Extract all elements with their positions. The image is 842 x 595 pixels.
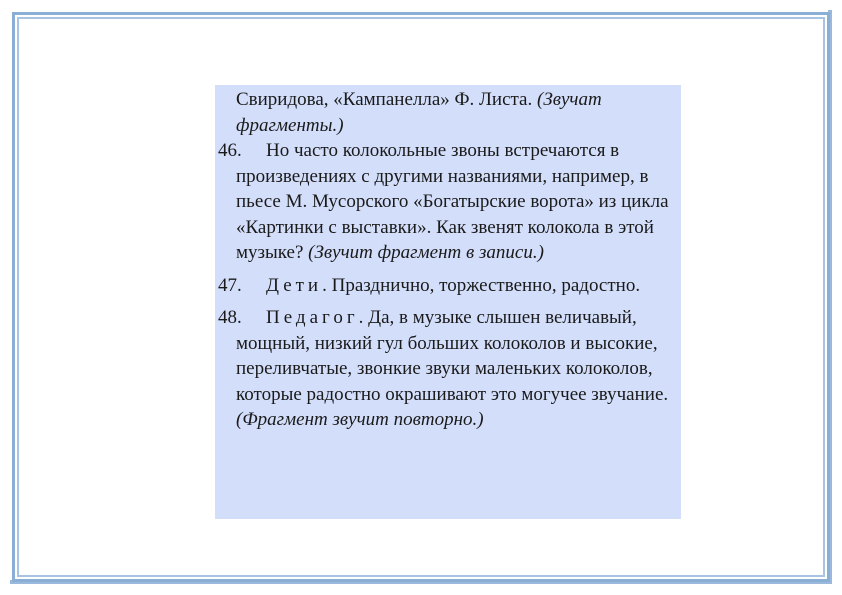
paragraph-number: 46. [218,140,242,161]
paragraph-number: 47. [218,274,242,296]
paragraph-text: Свиридова, «Кампанелла» Ф. Листа. [236,89,537,110]
stage-direction: (Звучат фрагменты.) [236,89,602,136]
speaker-name: Дети [266,274,323,296]
paragraph-number: 48. [218,307,242,328]
paragraph-47 [219,273,677,299]
text-block [215,85,681,519]
paragraph-46 [219,138,677,266]
paragraph-text: Но часто колокольные звоны встречаются в произведениях с другими названиями, например, в пьесе М. Мусорского «Богатырские ворота» из цикла «Картинки с выставки». Как звенят колокола в этой музыке? [236,140,669,263]
stage-direction: (Звучит фрагмент в записи.) [308,242,544,263]
stage-direction: (Фрагмент звучит повторно.) [236,409,484,430]
paragraph-text: . Празднично, торжественно, радостно. [322,274,641,296]
paragraph-continuation [219,87,677,138]
speaker-name: Педагог [266,307,359,328]
paragraph-48 [219,305,677,433]
paragraph-text: . Да, в музыке слышен величавый, мощный, низкий гул больших колоколов и высокие, переливчатые, звонкие звуки маленьких колоколов, которые радостно окрашивают это могучее звучание. [236,307,669,405]
